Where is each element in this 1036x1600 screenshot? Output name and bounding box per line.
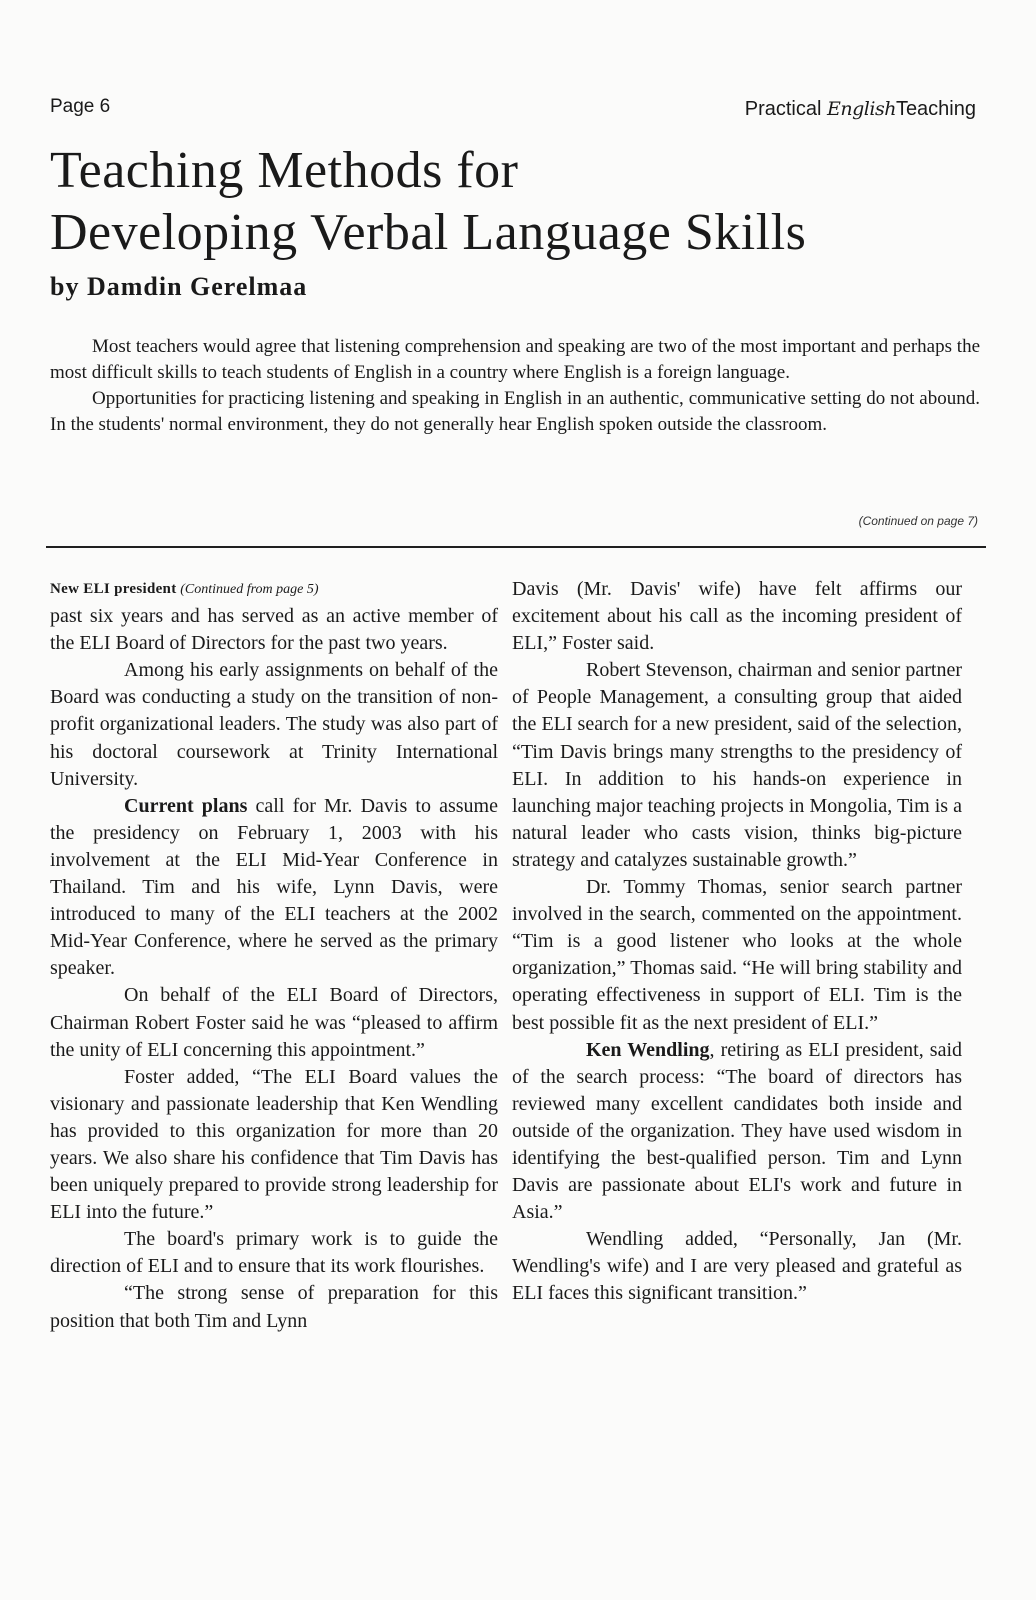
- left-column: [50, 576, 498, 1335]
- body-paragraph: Among his early assignments on behalf of the Board was conducting a study on the transition of non-profit organizational leaders. The study was also part of his doctoral coursework at Trinity International University.: [50, 659, 498, 790]
- body-paragraph: The board's primary work is to guide the direction of ELI and to ensure that its work flourishes.: [50, 1228, 498, 1278]
- section-divider: [46, 546, 986, 548]
- article-title: [50, 140, 990, 264]
- kicker-note: (Continued from page 5): [180, 582, 319, 597]
- intro-paragraph: Most teachers would agree that listening comprehension and speaking are two of the most important and perhaps the most difficult skills to teach students of English in a country where English is a foreign language.: [50, 336, 980, 383]
- right-column: [512, 576, 962, 1308]
- page-number: Page 6: [50, 96, 111, 117]
- masthead: [745, 98, 976, 121]
- body-paragraph: Dr. Tommy Thomas, senior search partner involved in the search, commented on the appointment. “Tim is a good listener who looks at the whole organization,” Thomas said. “He will bring stability and operating effectiveness in support of ELI. Tim is the best possible fit as the next president of ELI.”: [512, 876, 962, 1034]
- body-paragraph: Robert Stevenson, chairman and senior partner of People Management, a consulting group that aided the ELI search for a new president, said of the selection, “Tim Davis brings many strengths to the presidency of ELI. In addition to his hands-on experience in launching major teaching projects in Mongolia, Tim is a natural leader who casts vision, thinks big-picture strategy and catalyzes sustainable growth.”: [512, 659, 962, 871]
- title-line-1: Teaching Methods for: [50, 142, 519, 199]
- lead-in-bold: Current plans: [124, 794, 248, 817]
- body-paragraph: On behalf of the ELI Board of Directors, Chairman Robert Foster said he was “pleased to affirm the unity of ELI concerning this appointment.”: [50, 984, 498, 1061]
- masthead-suffix: Teaching: [895, 98, 976, 120]
- body-paragraph: [50, 793, 498, 983]
- paragraph-text: call for Mr. Davis to assume the presidency on February 1, 2003 with his involvement at the ELI Mid-Year Conference in Thailand. Tim and his wife, Lynn Davis, were introduced to many of the ELI teachers at the 2002 Mid-Year Conference, where he served as the primary speaker.: [50, 794, 498, 980]
- page-header: [50, 96, 976, 132]
- byline: by Damdin Gerelmaa: [50, 272, 308, 301]
- masthead-prefix: Practical: [744, 98, 822, 120]
- lead-in-bold: Ken Wendling: [586, 1038, 710, 1061]
- body-paragraph: [512, 1037, 962, 1227]
- kicker-title: New ELI president: [50, 581, 177, 597]
- continued-note: (Continued on page 7): [858, 514, 978, 528]
- masthead-script: English: [827, 98, 896, 120]
- story-kicker: [50, 576, 498, 603]
- article-intro: [50, 334, 980, 438]
- body-paragraph: Davis (Mr. Davis' wife) have felt affirms our excitement about his call as the incoming president of ELI,” Foster said.: [512, 578, 962, 655]
- title-line-2: Developing Verbal Language Skills: [50, 204, 807, 261]
- body-paragraph: “The strong sense of preparation for this position that both Tim and Lynn: [50, 1282, 498, 1332]
- body-paragraph: past six years and has served as an active member of the ELI Board of Directors for the past two years.: [50, 605, 498, 655]
- intro-paragraph: Opportunities for practicing listening and speaking in English in an authentic, communicative setting do not abound. In the students' normal environment, they do not generally hear English spoken outside the classroom.: [50, 388, 980, 435]
- body-paragraph: Wendling added, “Personally, Jan (Mr. Wendling's wife) and I are very pleased and grateful as ELI faces this significant transition.”: [512, 1228, 962, 1305]
- paragraph-text: , retiring as ELI president, said of the search process: “The board of directors has reviewed many excellent candidates both inside and outside of the organization. They have used wisdom in identifying the best-qualified person. Tim and Lynn Davis are passionate about ELI's work and future in Asia.”: [512, 1038, 963, 1224]
- body-paragraph: Foster added, “The ELI Board values the visionary and passionate leadership that Ken Wendling has provided to this organization for more than 20 years. We also share his confidence that Tim Davis has been uniquely prepared to provide strong leadership for ELI into the future.”: [50, 1065, 498, 1224]
